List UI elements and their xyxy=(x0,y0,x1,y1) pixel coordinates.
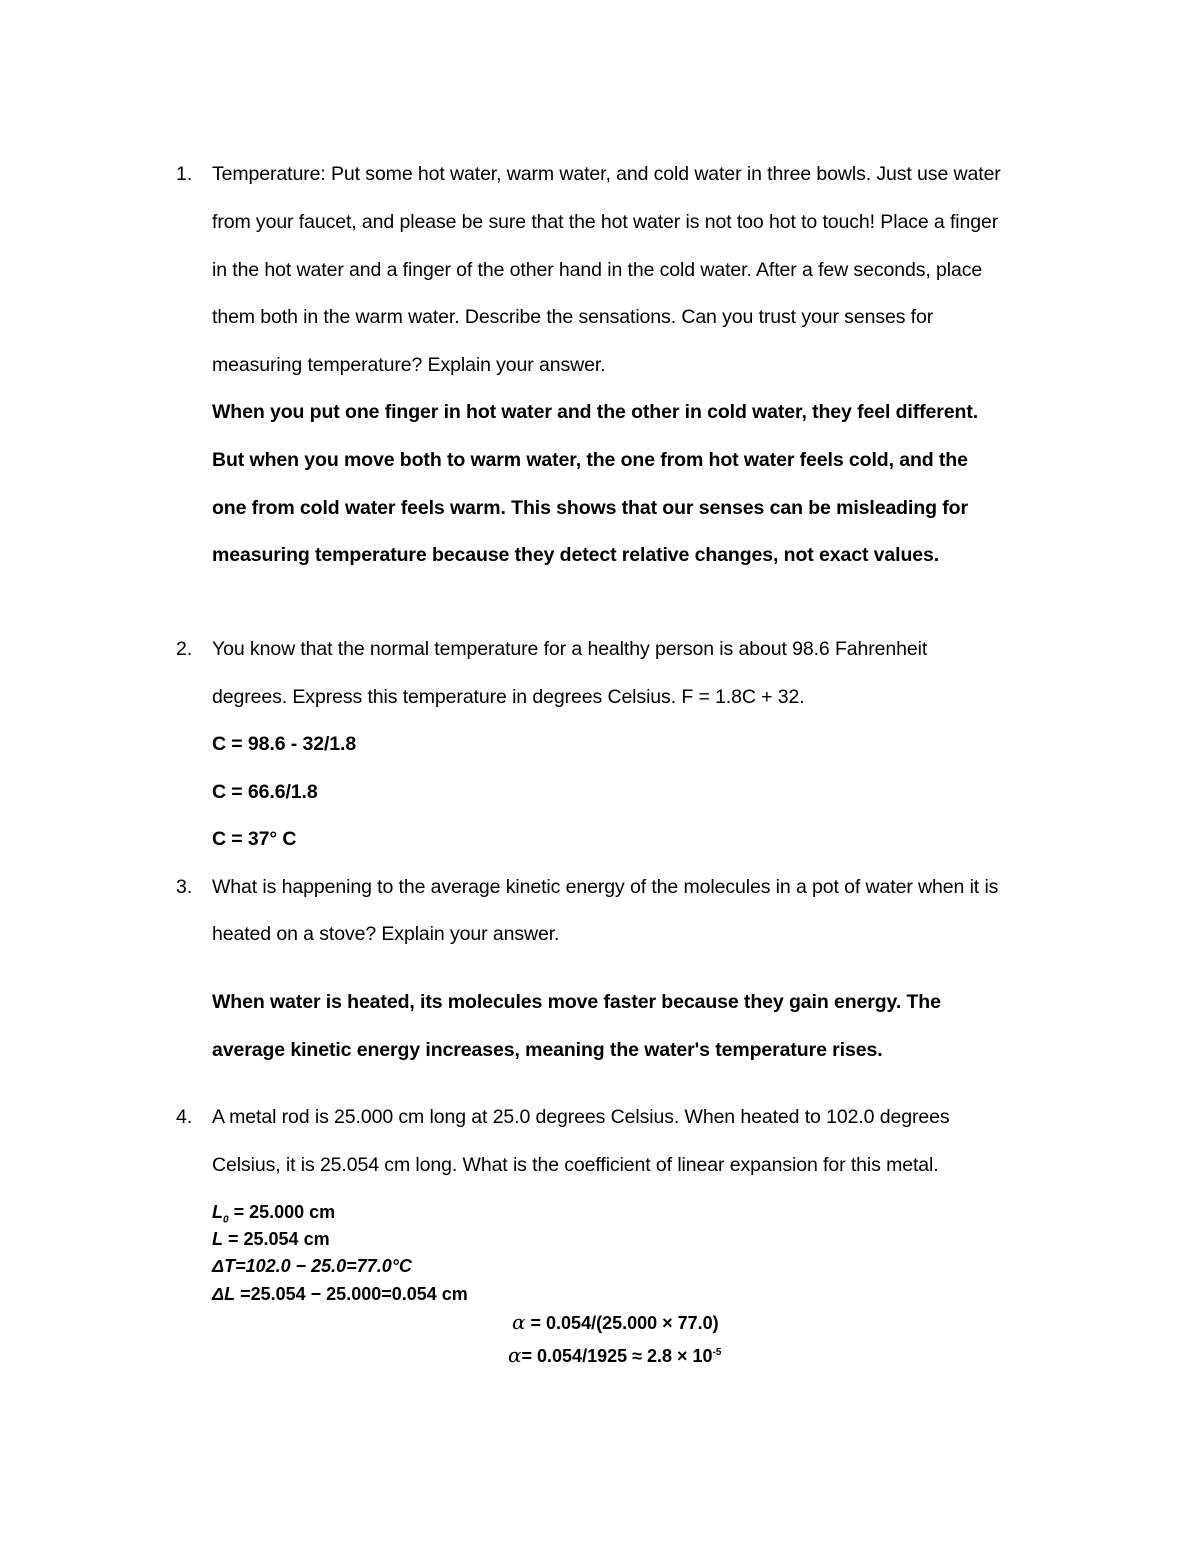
alpha-expression-2: = 0.054/1925 ≈ 2.8 × 10 xyxy=(521,1346,713,1366)
q3-line-1: What is happening to the average kinetic energy of the molecules in a pot of water when it is xyxy=(212,876,999,898)
dl-symbol: ΔL xyxy=(212,1284,236,1304)
q1-answer-1: When you put one finger in hot water and the other in cold water, they feel different. xyxy=(212,401,979,423)
dt-expression: ΔT=102.0 − 25.0=77.0°C xyxy=(212,1256,412,1276)
q1-line-5: measuring temperature? Explain your answer. xyxy=(212,354,606,376)
q4-alpha-line-2 xyxy=(508,1343,721,1368)
q4-line-2: Celsius, it is 25.054 cm long. What is the coefficient of linear expansion for this metal. xyxy=(212,1154,939,1176)
alpha-exponent: -5 xyxy=(712,1347,722,1358)
q2-answer-3: C = 37° C xyxy=(212,828,297,850)
l0-subscript: 0 xyxy=(223,1214,229,1226)
q4-line-1: A metal rod is 25.000 cm long at 25.0 degrees Celsius. When heated to 102.0 degrees xyxy=(212,1106,950,1128)
alpha-symbol-2: α xyxy=(508,1343,522,1367)
q1-answer-3: one from cold water feels warm. This shows that our senses can be misleading for xyxy=(212,497,968,519)
q2-line-1: You know that the normal temperature for a healthy person is about 98.6 Fahrenheit xyxy=(212,638,928,660)
q2-line-2: degrees. Express this temperature in degrees Celsius. F = 1.8C + 32. xyxy=(212,686,805,708)
q2-answer-2: C = 66.6/1.8 xyxy=(212,781,318,803)
q1-line-2: from your faucet, and please be sure that the hot water is not too hot to touch! Place a finger xyxy=(212,211,999,233)
l-value: = 25.054 cm xyxy=(223,1229,330,1249)
q1-number: 1. xyxy=(176,163,193,185)
q3-answer-2: average kinetic energy increases, meaning the water's temperature rises. xyxy=(212,1039,883,1061)
q1-answer-2: But when you move both to warm water, the one from hot water feels cold, and the xyxy=(212,449,968,471)
q4-alpha-line-1 xyxy=(512,1310,719,1335)
q2-number: 2. xyxy=(176,638,193,660)
q3-line-2: heated on a stove? Explain your answer. xyxy=(212,923,560,945)
q4-calc-dl xyxy=(212,1282,468,1306)
q2-answer-1: C = 98.6 - 32/1.8 xyxy=(212,733,357,755)
q4-calc-l0 xyxy=(212,1200,335,1224)
q1-answer-4: measuring temperature because they detect relative changes, not exact values. xyxy=(212,544,940,566)
q1-line-4: them both in the warm water. Describe the sensations. Can you trust your senses for xyxy=(212,306,934,328)
q4-number: 4. xyxy=(176,1106,193,1128)
alpha-expression-1: = 0.054/(25.000 × 77.0) xyxy=(525,1313,719,1333)
l0-symbol: L xyxy=(212,1202,223,1222)
l-symbol: L xyxy=(212,1229,223,1249)
q4-calc-l xyxy=(212,1227,330,1251)
q1-line-1: Temperature: Put some hot water, warm water, and cold water in three bowls. Just use water xyxy=(212,163,1001,185)
q1-line-3: in the hot water and a finger of the other hand in the cold water. After a few seconds, place xyxy=(212,259,983,281)
alpha-symbol-1: α xyxy=(512,1310,526,1334)
q3-number: 3. xyxy=(176,876,193,898)
q3-answer-1: When water is heated, its molecules move faster because they gain energy. The xyxy=(212,991,941,1013)
q4-calc-dt xyxy=(212,1254,412,1278)
dl-value: =25.054 − 25.000=0.054 cm xyxy=(235,1284,468,1304)
l0-value: = 25.000 cm xyxy=(228,1202,336,1222)
